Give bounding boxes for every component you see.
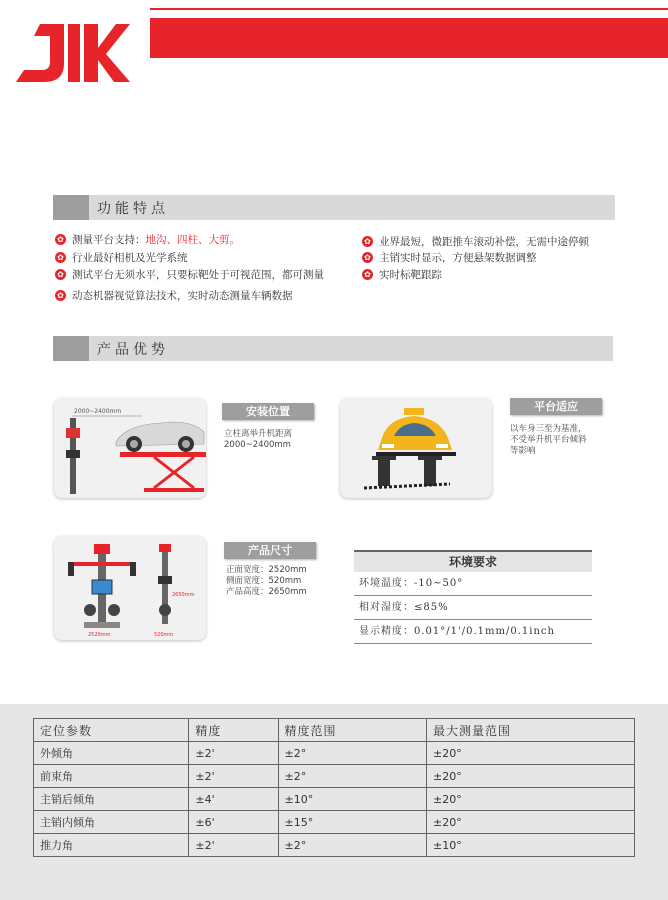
platform-image xyxy=(340,398,492,498)
star-icon: ✿ xyxy=(55,234,66,245)
table-cell: ±10° xyxy=(278,788,427,811)
table-cell: ±2' xyxy=(189,765,278,788)
platform-tag: 平台适应 xyxy=(510,398,602,415)
table-cell: 主销内倾角 xyxy=(34,811,189,834)
dimension-label: 2000~2400mm xyxy=(74,408,122,415)
section-title: 功能特点 xyxy=(97,201,169,217)
feature-item xyxy=(55,250,188,265)
table-cell: 主销后倾角 xyxy=(34,788,189,811)
svg-text:2650mm: 2650mm xyxy=(172,592,195,598)
column-header: 最大测量范围 xyxy=(427,719,635,742)
env-row: 环境温度：-10~50° xyxy=(354,572,592,596)
feature-text: 测量平台支持： xyxy=(72,234,146,246)
table-cell: ±15° xyxy=(278,811,427,834)
feature-highlight: 地沟、四柱、大剪。 xyxy=(145,234,240,246)
table-cell: ±2° xyxy=(278,834,427,857)
product-size-image xyxy=(54,536,206,640)
feature-text: 业界最短，微距推车滚动补偿，无需中途停顿 xyxy=(379,236,589,248)
table-cell: ±20° xyxy=(427,811,635,834)
column-header: 精度 xyxy=(189,719,278,742)
star-icon: ✿ xyxy=(55,252,66,263)
env-row: 显示精度：0.01°/1'/0.1mm/0.1inch xyxy=(354,620,592,644)
feature-item xyxy=(362,250,537,265)
platform-desc xyxy=(510,424,587,457)
table-cell: ±20° xyxy=(427,788,635,811)
table-row xyxy=(34,811,635,834)
product-size-tag: 产品尺寸 xyxy=(224,542,316,559)
table-cell: 推力角 xyxy=(34,834,189,857)
table-cell: ±20° xyxy=(427,742,635,765)
desc-line: 正面宽度：2520mm xyxy=(226,565,307,575)
section-marker xyxy=(53,195,89,220)
section-header-features xyxy=(53,195,615,220)
desc-line: 2000~2400mm xyxy=(224,440,291,450)
table-cell: ±10° xyxy=(427,834,635,857)
table-row xyxy=(34,834,635,857)
desc-line: 等影响 xyxy=(510,446,536,456)
section-title: 产品优势 xyxy=(97,342,169,358)
table-header-row xyxy=(34,719,635,742)
star-icon: ✿ xyxy=(362,236,373,247)
env-row: 相对湿度：≤85% xyxy=(354,596,592,620)
section-marker xyxy=(53,336,89,361)
desc-line: 产品高度：2650mm xyxy=(226,587,307,597)
star-icon: ✿ xyxy=(362,252,373,263)
feature-text: 动态机器视觉算法技术，实时动态测量车辆数据 xyxy=(72,290,293,302)
table-cell: 外倾角 xyxy=(34,742,189,765)
table-cell: ±6' xyxy=(189,811,278,834)
feature-text: 主销实时显示，方便悬架数据调整 xyxy=(379,252,537,264)
svg-text:520mm: 520mm xyxy=(154,632,174,638)
desc-line: 以车身三至为基准， xyxy=(510,424,587,434)
desc-line: 侧面宽度：520mm xyxy=(226,576,302,586)
install-position-desc xyxy=(224,429,292,451)
feature-item xyxy=(55,232,240,247)
svg-text:2520mm: 2520mm xyxy=(88,632,111,638)
feature-item xyxy=(55,288,293,303)
environment-requirements xyxy=(354,550,592,644)
feature-item xyxy=(55,267,324,282)
lift-car-illustration xyxy=(54,398,206,498)
star-icon: ✿ xyxy=(362,269,373,280)
table-cell: ±2° xyxy=(278,742,427,765)
header-accent-line xyxy=(150,8,668,10)
env-title: 环境要求 xyxy=(354,550,592,572)
feature-item xyxy=(362,234,589,249)
desc-line: 不受举升机平台倾斜 xyxy=(510,435,587,445)
feature-item xyxy=(362,267,442,282)
column-header: 定位参数 xyxy=(34,719,189,742)
table-cell: ±2' xyxy=(189,742,278,765)
star-icon: ✿ xyxy=(55,269,66,280)
install-position-tag: 安装位置 xyxy=(222,403,314,420)
install-position-image xyxy=(54,398,206,498)
table-cell: ±20° xyxy=(427,765,635,788)
table-row xyxy=(34,765,635,788)
column-header: 精度范围 xyxy=(278,719,427,742)
aligner-dimensions-illustration xyxy=(54,536,206,640)
product-size-desc xyxy=(226,565,307,598)
section-header-advantages xyxy=(53,336,613,361)
table-cell: 前束角 xyxy=(34,765,189,788)
table-cell: ±4' xyxy=(189,788,278,811)
table-row xyxy=(34,742,635,765)
feature-text: 实时标靶跟踪 xyxy=(379,269,442,281)
star-icon: ✿ xyxy=(55,290,66,301)
table-row xyxy=(34,788,635,811)
desc-line: 立柱离举升机距离 xyxy=(224,429,293,439)
header-red-bar xyxy=(150,18,668,58)
feature-text: 测试平台无须水平，只要标靶处于可视范围，都可测量 xyxy=(72,269,324,281)
spec-table xyxy=(33,718,635,857)
table-cell: ±2' xyxy=(189,834,278,857)
table-cell: ±2° xyxy=(278,765,427,788)
taxi-on-stands-illustration xyxy=(340,398,492,498)
feature-text: 行业最好相机及光学系统 xyxy=(72,252,188,264)
brand-logo xyxy=(12,20,130,86)
